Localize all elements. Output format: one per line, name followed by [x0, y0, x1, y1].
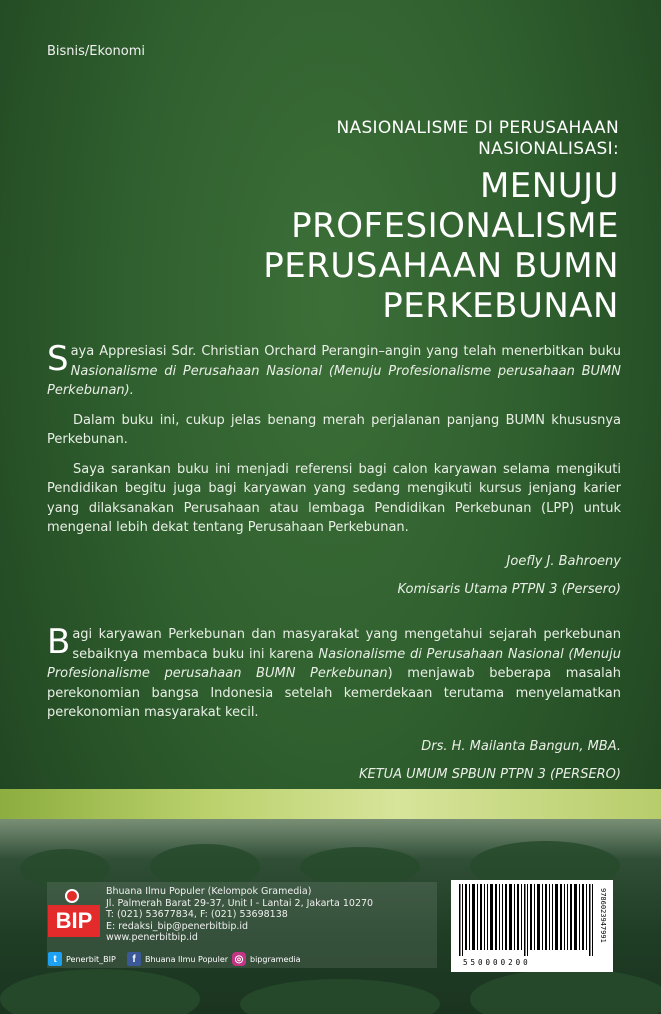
isbn-number: 9786023947991	[599, 888, 607, 943]
publisher-logo	[48, 889, 100, 941]
endorsement-1-paragraph-2: Dalam buku ini, cukup jelas benang merah perjalanan panjang BUMN khususnya Perkebunan.	[47, 412, 621, 447]
instagram-icon: ◎	[232, 952, 246, 966]
endorser-1-role: Komisaris Utama PTPN 3 (Persero)	[397, 581, 621, 597]
main-title-line: PROFESIONALISME	[291, 206, 619, 246]
main-title	[263, 166, 619, 326]
isbn-barcode	[451, 880, 613, 972]
paragraph-text: ) menjawab beberapa masalah perekonomian bangsa Indonesia setelah kemerdekaan terutama menyelamatkan perekonomian masyarakat kecil.	[47, 666, 621, 720]
twitter-handle: Penerbit_BIP	[66, 954, 116, 964]
main-title-line: MENUJU	[479, 166, 619, 206]
barcode-bars	[459, 884, 595, 956]
social-facebook[interactable]	[127, 952, 228, 966]
publisher-info	[106, 886, 373, 944]
endorser-2-name: Drs. H. Mailanta Bangun, MBA.	[421, 738, 621, 754]
twitter-icon: t	[48, 952, 62, 966]
dropcap: B	[47, 622, 71, 662]
light-green-strip	[0, 789, 661, 819]
endorsement-2	[47, 622, 621, 789]
facebook-handle: Bhuana Ilmu Populer	[145, 954, 229, 964]
book-title-italic: Nasionalisme di Perusahaan Nasional (Menuju Profesionalisme perusahaan BUMN Perkebunan).	[47, 363, 621, 398]
endorsement-2-paragraph	[47, 622, 621, 723]
endorser-1-name: Joefly J. Bahroeny	[506, 553, 621, 569]
endorsement-1-paragraph-1	[47, 339, 621, 401]
endorsement-1-paragraph-3: Saya sarankan buku ini menjadi referensi bagi calon karyawan selama mengikuti Pendidikan begitu juga bagi karyawan yang sedang mengikuti kursus jenjang karier yang dilaksanakan Perusahaan atau lembaga Pendidikan Perkebunan (LPP) untuk mengenal lebih dekat tentang Perusahaan Perkebunan.	[47, 461, 621, 535]
publisher-email[interactable]: E: redaksi_bip@penerbitbip.id	[106, 920, 249, 932]
endorser-2-role: KETUA UMUM SPBUN PTPN 3 (PERSERO)	[358, 766, 621, 782]
book-title-italic: Nasionalisme di Perusahaan Nasional (Menuju Profesionalisme perusahaan BUMN Perkebunan	[47, 646, 621, 681]
main-title-line: PERKEBUNAN	[382, 286, 619, 326]
title-block	[263, 118, 619, 326]
category-label: Bisnis/Ekonomi	[47, 44, 146, 59]
paragraph-text: aya Appresiasi Sdr. Christian Orchard Perangin–angin yang telah menerbitkan buku	[70, 344, 621, 359]
logo-dot-icon	[65, 889, 79, 903]
social-twitter[interactable]	[48, 952, 116, 966]
endorsement-1	[47, 339, 621, 604]
paragraph-text: agi karyawan Perkebunan dan masyarakat yang mengetahui sejarah perkebunan sebaiknya membaca buku ini karena	[72, 627, 621, 662]
dropcap: S	[47, 339, 69, 379]
publisher-website[interactable]: www.penerbitbip.id	[106, 932, 198, 944]
subtitle-line-1: NASIONALISME DI PERUSAHAAN	[336, 118, 619, 138]
publisher-address: Jl. Palmerah Barat 29-37, Unit I - Lantai 2, Jakarta 10270	[106, 897, 374, 909]
barcode-number: 550000200	[463, 958, 531, 967]
publisher-phone: T: (021) 53677834, F: (021) 53698138	[106, 909, 288, 921]
subtitle-line-2: NASIONALISASI:	[478, 139, 619, 159]
publisher-name: Bhuana Ilmu Populer (Kelompok Gramedia)	[106, 886, 312, 897]
social-instagram[interactable]	[232, 952, 301, 966]
facebook-icon: f	[127, 952, 141, 966]
main-title-line: PERUSAHAAN BUMN	[263, 246, 619, 286]
instagram-handle: bipgramedia	[250, 954, 301, 964]
logo-text: BIP	[48, 905, 100, 937]
